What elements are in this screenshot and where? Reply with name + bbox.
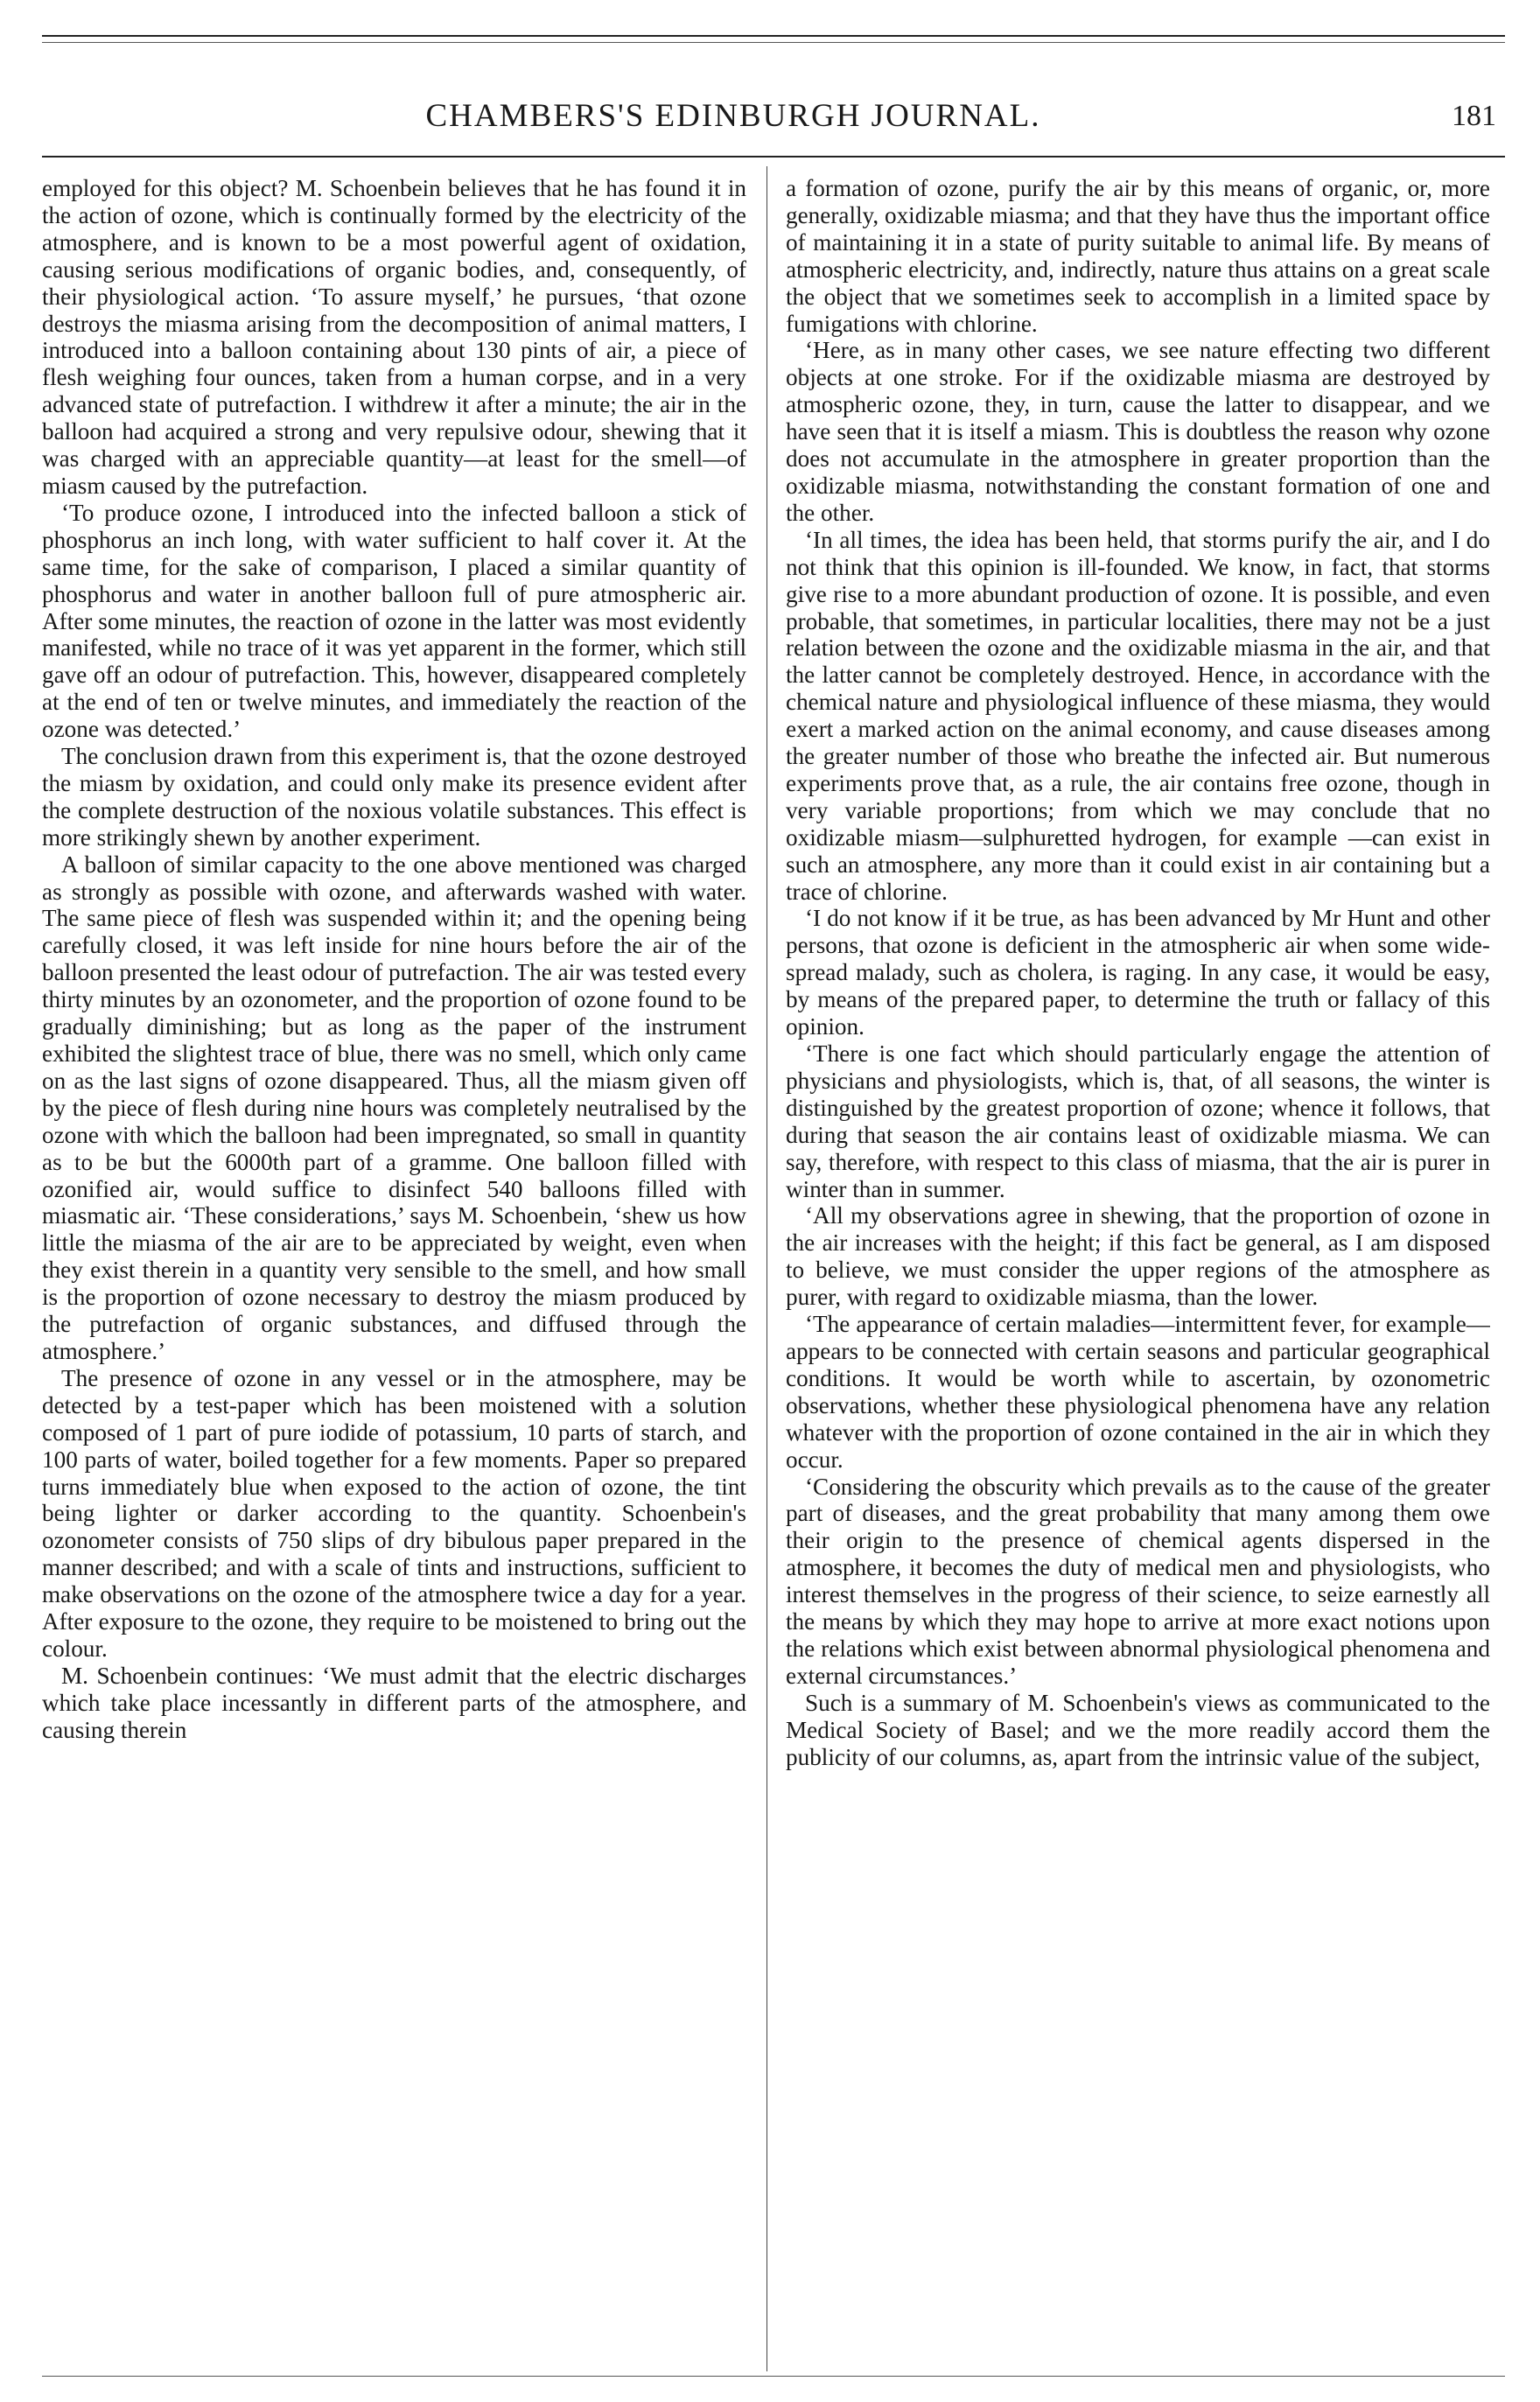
paragraph: ‘Considering the obscurity which prevails as to the cause of the greater part of diseases, and the great probability that many among them owe their origin to the presence of chemical agents dispersed in the atmosphere, it becomes the duty of medical men and physiologists, who interest themselves in the progress of their science, to seize earnestly all the means by which they may hope to arrive at more exact notions upon the relations which exist between abnormal physiological phenomena and external circumstances.’ (786, 1473, 1490, 1689)
paragraph: ‘All my observations agree in shewing, that the proportion of ozone in the air increases with the height; if this fact be general, as I am disposed to believe, we must consider the upper regions of the atmosphere as purer, with regard to oxidizable miasma, than the lower. (786, 1202, 1490, 1311)
running-title: CHAMBERS'S EDINBURGH JOURNAL. (425, 98, 1041, 134)
paragraph: ‘To produce ozone, I introduced into the infected balloon a stick of phosphorus an inch long, with water sufficient to half cover it. At the same time, for the sake of comparison, I placed a similar quantity of phosphorus and water in another balloon full of pure atmospheric air. After some minutes, the reaction of ozone in the latter was most evidently manifested, while no trace of it was yet apparent in the former, which still gave off an odour of putrefaction. This, however, disappeared completely at the end of ten or twelve minutes, and immediately the reaction of the ozone was detected.’ (42, 499, 746, 743)
column-divider (766, 166, 767, 2371)
left-column (42, 175, 746, 2363)
paragraph: ‘The appearance of certain maladies—intermittent fever, for example—appears to be connected with certain seasons and particular geographical conditions. It would be worth while to ascertain, by ozonometric observations, whether these physiological phenomena have any relation whatever with the proportion of ozone contained in the air in which they occur. (786, 1311, 1490, 1473)
paragraph: ‘I do not know if it be true, as has been advanced by Mr Hunt and other persons, that ozone is deficient in the atmospheric air when some wide-spread malady, such as cholera, is raging. In any case, it would be easy, by means of the prepared paper, to determine the truth or fallacy of this opinion. (786, 905, 1490, 1040)
paragraph: employed for this object? M. Schoenbein believes that he has found it in the action of ozone, which is continually formed by the electricity of the atmosphere, and is known to be a most powerful agent of oxidation, causing serious modifications of organic bodies, and, consequently, of their physiological action. ‘To assure myself,’ he pursues, ‘that ozone destroys the miasma arising from the decomposition of animal matters, I introduced into a balloon containing about 130 pints of air, a piece of flesh weighing four ounces, taken from a human corpse, and in a very advanced state of putrefaction. I withdrew it after a minute; the air in the balloon had acquired a strong and very repulsive odour, shewing that it was charged with an appreciable quantity—at least for the smell—of miasm caused by the putrefaction. (42, 175, 746, 499)
page-header (42, 86, 1505, 147)
top-rule-thin (42, 42, 1505, 43)
bottom-rule (42, 2376, 1505, 2377)
paragraph: ‘In all times, the idea has been held, that storms purify the air, and I do not think that this opinion is ill-founded. We know, in fact, that storms give rise to a more abundant production of ozone. It is possible, and even probable, that sometimes, in particular localities, there may not be a just relation between the ozone and the oxidizable miasma in the air, and that the latter cannot be completely destroyed. Hence, in accordance with the chemical nature and physiological influence of these miasma, they would exert a marked action on the animal economy, and cause diseases among the greater number of those who breathe the infected air. But numerous experiments prove that, as a rule, the air contains free ozone, though in very variable proportions; from which we may conclude that no oxidizable miasm—sulphuretted hydrogen, for example —can exist in such an atmosphere, any more than it could exist in air containing but a trace of chlorine. (786, 526, 1490, 905)
right-column (786, 175, 1490, 2363)
paragraph: ‘Here, as in many other cases, we see nature effecting two different objects at one stroke. For if the oxidizable miasma are destroyed by atmospheric ozone, they, in turn, cause the latter to disappear, and we have seen that it is itself a miasm. This is doubtless the reason why ozone does not accumulate in the atmosphere in greater proportion than the oxidizable miasma, notwithstanding the constant formation of one and the other. (786, 337, 1490, 526)
journal-page (42, 35, 1505, 2380)
header-rule (42, 156, 1505, 158)
paragraph: A balloon of similar capacity to the one above mentioned was charged as strongly as possible with ozone, and afterwards washed with water. The same piece of flesh was suspended within it; and the opening being carefully closed, it was left inside for nine hours before the air of the balloon presented the least odour of putrefaction. The air was tested every thirty minutes by an ozonometer, and the proportion of ozone found to be gradually diminishing; but as long as the paper of the instrument exhibited the slightest trace of blue, there was no smell, which only came on as the last signs of ozone disappeared. Thus, all the miasm given off by the piece of flesh during nine hours was completely neutralised by the ozone with which the balloon had been impregnated, so small in quantity as to be but the 6000th part of a gramme. One balloon filled with ozonified air, would suffice to disinfect 540 balloons filled with miasmatic air. ‘These considerations,’ says M. Schoenbein, ‘shew us how little the miasma of the air are to be appreciated by weight, even when they exist therein in a quantity very sensible to the smell, and how small is the proportion of ozone necessary to destroy the miasm produced by the putrefaction of organic substances, and diffused through the atmosphere.’ (42, 851, 746, 1364)
paragraph: Such is a summary of M. Schoenbein's views as communicated to the Medical Society of Basel; and we the more readily accord them the publicity of our columns, as, apart from the intrinsic value of the subject, (786, 1689, 1490, 1770)
top-rule (42, 35, 1505, 37)
paragraph: M. Schoenbein continues: ‘We must admit that the electric discharges which take place incessantly in different parts of the atmosphere, and causing therein (42, 1662, 746, 1743)
paragraph: The conclusion drawn from this experiment is, that the ozone destroyed the miasm by oxidation, and could only make its presence evident after the complete destruction of the noxious volatile substances. This effect is more strikingly shewn by another experiment. (42, 743, 746, 851)
page-number: 181 (1452, 100, 1496, 132)
paragraph: a formation of ozone, purify the air by this means of organic, or, more generally, oxidizable miasma; and that they have thus the important office of maintaining it in a state of purity suitable to animal life. By means of atmospheric electricity, and, indirectly, nature thus attains on a great scale the object that we sometimes seek to accomplish in a limited space by fumigations with chlorine. (786, 175, 1490, 337)
paragraph: The presence of ozone in any vessel or in the atmosphere, may be detected by a test-paper which has been moistened with a solution composed of 1 part of pure iodide of potassium, 10 parts of starch, and 100 parts of water, boiled together for a few moments. Paper so prepared turns immediately blue when exposed to the action of ozone, the tint being lighter or darker according to the quantity. Schoenbein's ozonometer consists of 750 slips of dry bibulous paper prepared in the manner described; and with a scale of tints and instructions, sufficient to make observations on the ozone of the atmosphere twice a day for a year. After exposure to the ozone, they require to be moistened to bring out the colour. (42, 1364, 746, 1662)
paragraph: ‘There is one fact which should particularly engage the attention of physicians and physiologists, which is, that, of all seasons, the winter is distinguished by the greatest proportion of ozone; whence it follows, that during that season the air contains least of oxidizable miasma. We can say, therefore, with respect to this class of miasma, that the air is purer in winter than in summer. (786, 1040, 1490, 1202)
